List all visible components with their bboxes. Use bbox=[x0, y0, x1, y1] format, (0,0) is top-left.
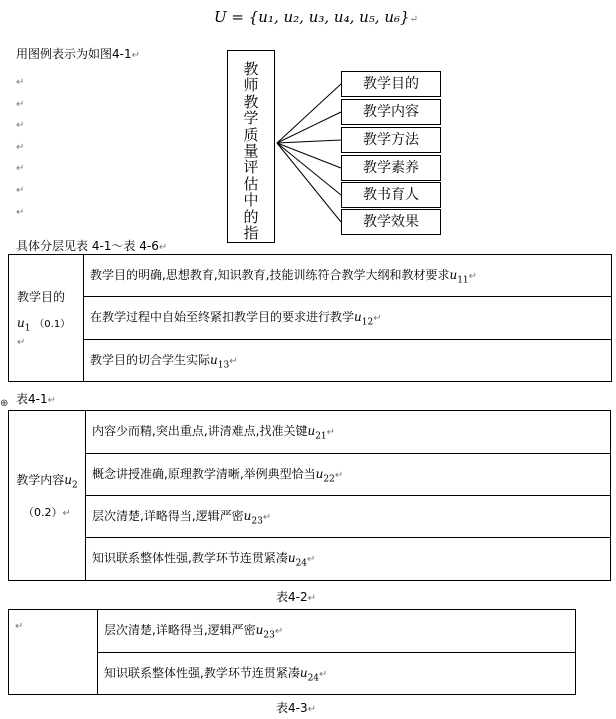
table-row: 内容少而精,突出重点,讲清难点,找准关键$u_{21}↵$ bbox=[86, 411, 611, 454]
diagram-root-box bbox=[227, 50, 275, 243]
table-4-2-caption: 表4-2↵ bbox=[276, 590, 316, 604]
empty-paragraph-marks: ↵ ↵ ↵ ↵ ↵ ↵ ↵ bbox=[16, 77, 25, 218]
diagram-root-char: 质 bbox=[243, 125, 259, 144]
table-row: 教学目的明确,思想教育,知识教育,技能训练符合教学大纲和教材要求$u_{11}↵$ bbox=[84, 255, 612, 297]
table-row: 知识联系整体性强,教学环节连贯紧凑$u_{24}↵$ bbox=[98, 653, 576, 695]
category-box: 教学效果 bbox=[341, 209, 441, 235]
table-4-2-head: 教学内容$u_2$ （0.2）↵ bbox=[9, 411, 86, 581]
table-row: 知识联系整体性强,教学环节连贯紧凑$u_{24}↵$ bbox=[86, 538, 611, 581]
diagram-root-char: 中 bbox=[243, 191, 259, 210]
table-4-3-head: ↵ bbox=[9, 610, 98, 695]
table-row: 层次清楚,详略得当,逻辑严密$u_{23}↵$ bbox=[98, 610, 576, 653]
table-4-1 bbox=[8, 254, 612, 382]
diagram-root-char: 量 bbox=[243, 142, 259, 161]
table-row: 概念讲授准确,原理教学清晰,举例典型恰当$u_{22}↵$ bbox=[86, 454, 611, 496]
category-box: 教学目的 bbox=[341, 71, 441, 97]
table-row: 在教学过程中自始至终紧扣教学目的要求进行教学$u_{12}↵$ bbox=[84, 297, 612, 340]
layer-intro-line: 具体分层见表 4-1～表 4-6↵ bbox=[16, 239, 168, 253]
table-row: 层次清楚,详略得当,逻辑严密$u_{23}↵$ bbox=[86, 496, 611, 538]
diagram-root-char: 估 bbox=[243, 174, 259, 193]
diagram-connectors bbox=[275, 70, 345, 230]
table-4-1-head: 教学目的 $u_1$ （0.1）↵ bbox=[9, 255, 84, 382]
category-box: 教学方法 bbox=[341, 127, 441, 153]
universe-formula: U = {u₁, u₂, u₃, u₄, u₅, u₆}↵ bbox=[214, 8, 418, 26]
diagram-root-label bbox=[228, 61, 274, 241]
table-4-2 bbox=[8, 410, 611, 581]
diagram-root-char: 教 bbox=[243, 92, 259, 111]
diagram-root-char: 指 bbox=[243, 224, 259, 243]
category-box: 教书育人 bbox=[341, 182, 441, 208]
diagram-root-char: 教 bbox=[243, 60, 259, 78]
table-4-3-caption: 表4-3↵ bbox=[276, 701, 316, 715]
diagram-root-char: 学 bbox=[243, 109, 259, 128]
table-row: 教学目的切合学生实际$u_{13}↵$ bbox=[84, 340, 612, 382]
category-box: 教学素养 bbox=[341, 155, 441, 181]
category-box: 教学内容 bbox=[341, 99, 441, 125]
table-move-handle-icon[interactable]: ⊕ bbox=[0, 398, 9, 409]
diagram-root-char: 的 bbox=[243, 207, 259, 226]
table-4-3 bbox=[8, 609, 576, 695]
diagram-root-char: 师 bbox=[243, 76, 259, 95]
table-4-1-caption: 表4-1↵ bbox=[16, 392, 56, 406]
diagram-root-char: 评 bbox=[243, 158, 259, 177]
intro-line: 用图例表示为如图4-1↵ bbox=[16, 47, 140, 61]
